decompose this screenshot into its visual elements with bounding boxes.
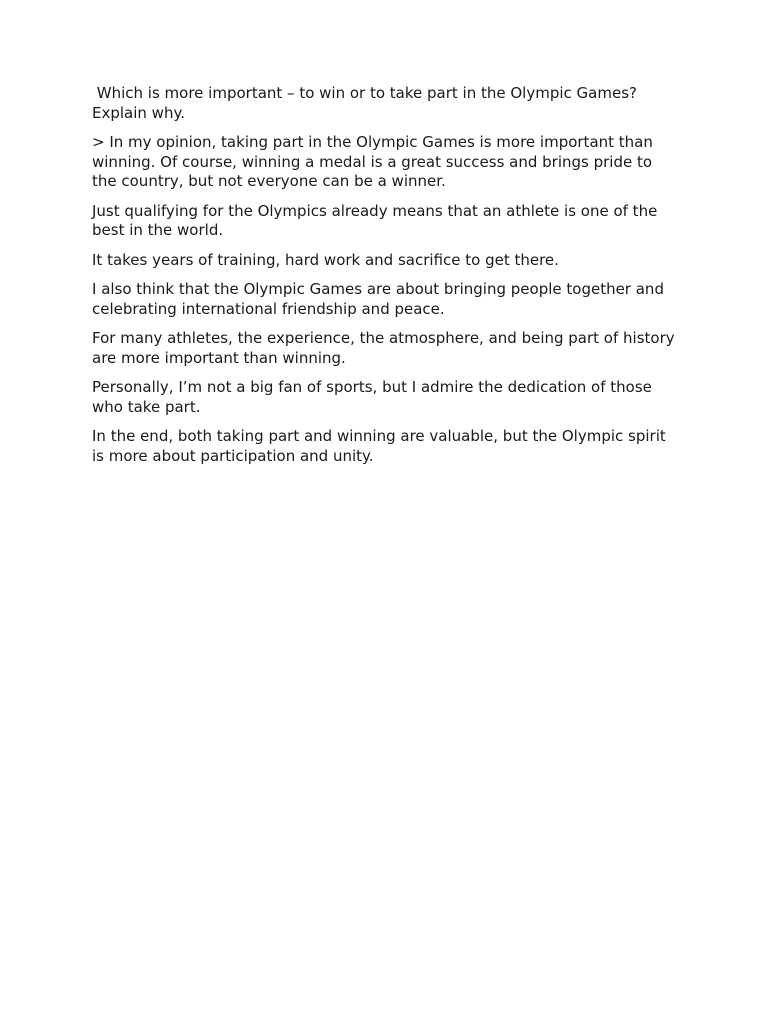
- training-paragraph: It takes years of training, hard work and sacrifice to get there.: [92, 250, 559, 269]
- experience-paragraph: For many athletes, the experience, the atmosphere, and being part of history are more important than winning.: [92, 329, 680, 367]
- qualifying-paragraph: Just qualifying for the Olympics already means that an athlete is one of the best in the world.: [92, 201, 663, 239]
- opinion-paragraph: > In my opinion, taking part in the Olympic Games is more important than winning. Of course, winning a medal is a great success and brings pride to the country, but not everyone can be a winner.: [92, 133, 658, 190]
- conclusion-paragraph: In the end, both taking part and winning are valuable, but the Olympic spirit is more about participation and unity.: [92, 427, 671, 465]
- friendship-paragraph: I also think that the Olympic Games are about bringing people together and celebrating international friendship and peace.: [92, 280, 669, 318]
- personal-paragraph: Personally, I’m not a big fan of sports, but I admire the dedication of those who take part.: [92, 378, 657, 416]
- question-paragraph: Which is more important – to win or to take part in the Olympic Games? Explain why.: [92, 84, 642, 122]
